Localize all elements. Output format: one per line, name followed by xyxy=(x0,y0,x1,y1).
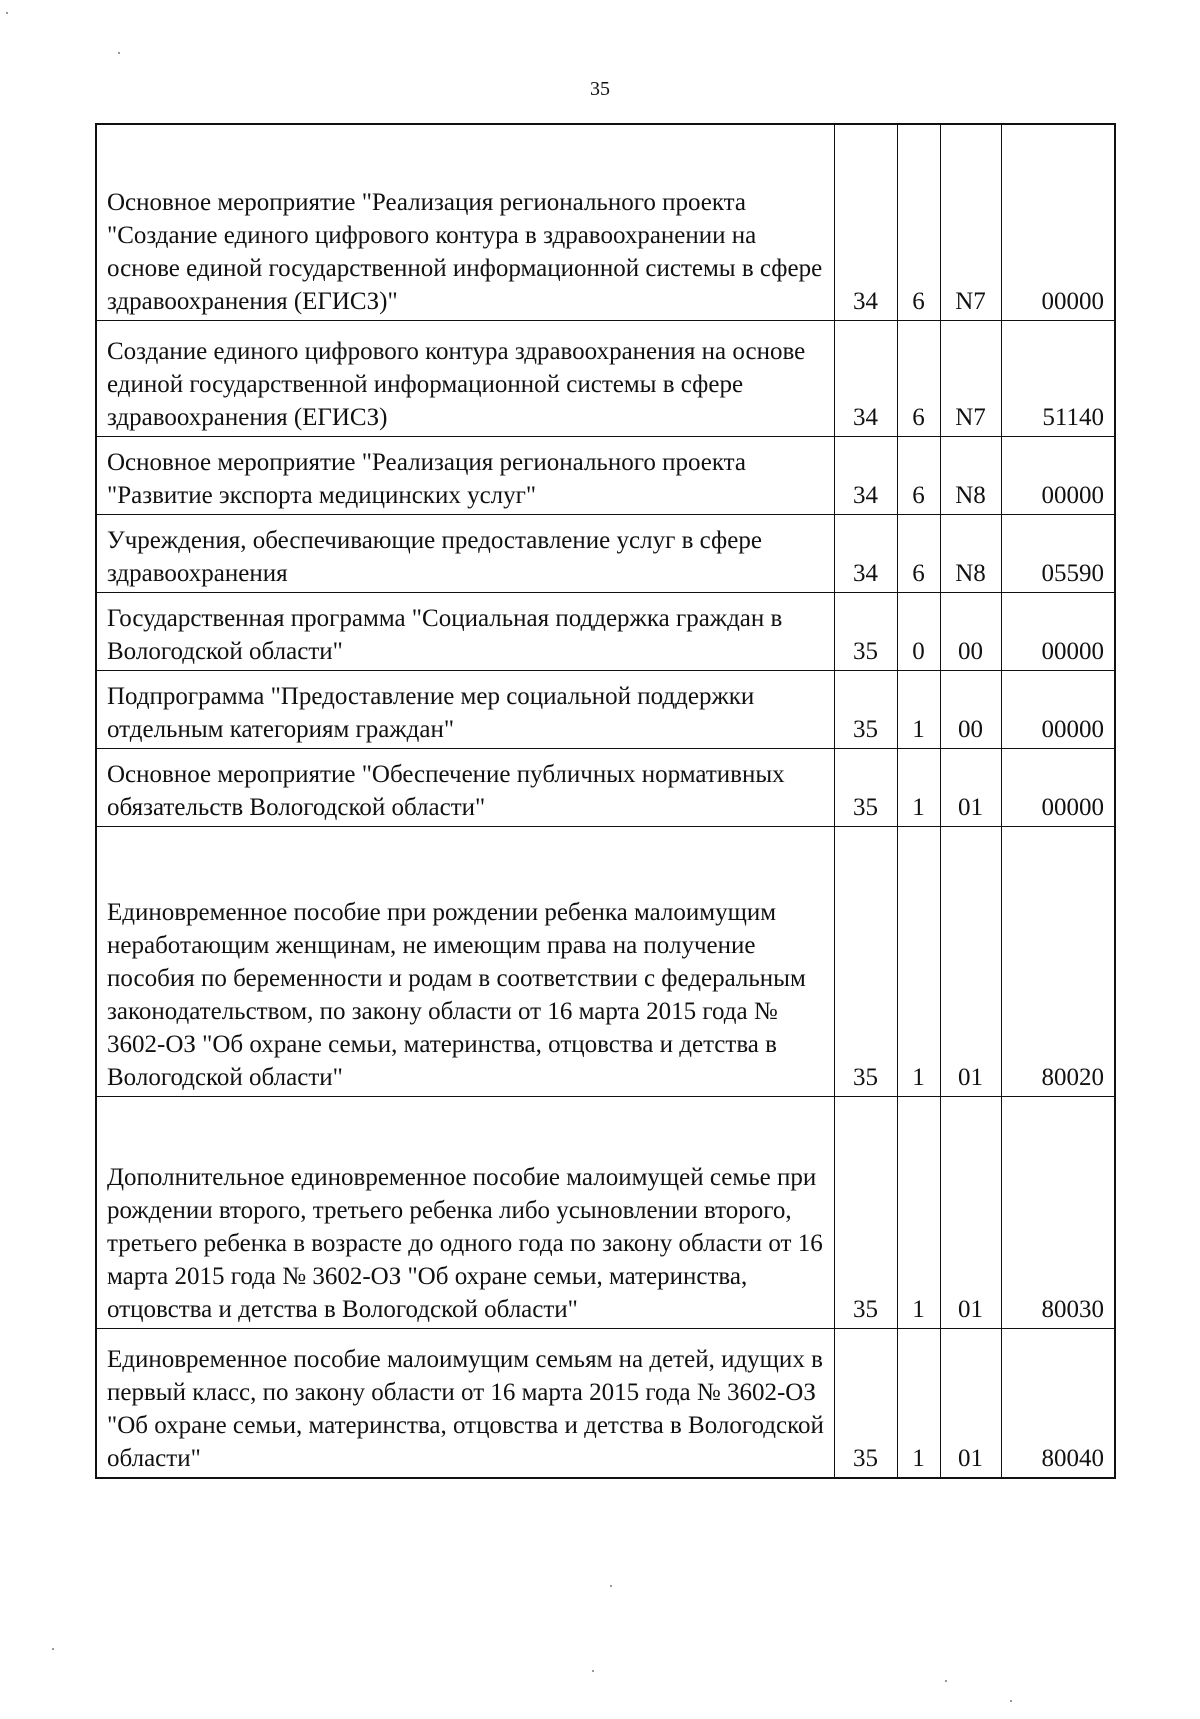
row-description: Основное мероприятие "Реализация регионального проекта "Развитие экспорта медицинских услуг" xyxy=(96,436,834,514)
program-code: 35 xyxy=(834,748,897,826)
event-code: 00 xyxy=(940,670,1001,748)
direction-code: 00000 xyxy=(1001,436,1115,514)
budget-classification-table xyxy=(95,123,1116,1479)
direction-code: 00000 xyxy=(1001,670,1115,748)
page-number: 35 xyxy=(590,78,610,100)
program-code: 34 xyxy=(834,124,897,320)
row-description: Создание единого цифрового контура здравоохранения на основе единой государственной информационной системы в сфере здравоохранения (ЕГИСЗ) xyxy=(96,320,834,436)
event-code: N7 xyxy=(940,320,1001,436)
scan-speck xyxy=(610,1585,612,1587)
scan-speck xyxy=(945,1680,947,1682)
table-row xyxy=(96,514,1115,592)
table-row xyxy=(96,1328,1115,1478)
subprogram-code: 6 xyxy=(897,124,940,320)
direction-code: 05590 xyxy=(1001,514,1115,592)
table-row xyxy=(96,1096,1115,1328)
row-description: Дополнительное единовременное пособие малоимущей семье при рождении второго, третьего ребенка либо усыновлении второго, третьего ребенка в возрасте до одного года по закону области от 16 марта 2015 года № 3602-ОЗ "Об охране семьи, материнства, отцовства и детства в Вологодской области" xyxy=(96,1096,834,1328)
scan-speck xyxy=(592,1670,594,1672)
row-description: Подпрограмма "Предоставление мер социальной поддержки отдельным категориям граждан" xyxy=(96,670,834,748)
subprogram-code: 1 xyxy=(897,826,940,1096)
event-code: N8 xyxy=(940,514,1001,592)
row-description: Государственная программа "Социальная поддержка граждан в Вологодской области" xyxy=(96,592,834,670)
table-row xyxy=(96,320,1115,436)
event-code: 01 xyxy=(940,748,1001,826)
direction-code: 51140 xyxy=(1001,320,1115,436)
subprogram-code: 6 xyxy=(897,436,940,514)
row-description: Основное мероприятие "Обеспечение публичных нормативных обязательств Вологодской области" xyxy=(96,748,834,826)
program-code: 34 xyxy=(834,320,897,436)
subprogram-code: 1 xyxy=(897,670,940,748)
table-row xyxy=(96,124,1115,320)
subprogram-code: 6 xyxy=(897,514,940,592)
row-description: Единовременное пособие малоимущим семьям на детей, идущих в первый класс, по закону области от 16 марта 2015 года № 3602-ОЗ "Об охране семьи, материнства, отцовства и детства в Вологодской области" xyxy=(96,1328,834,1478)
event-code: N8 xyxy=(940,436,1001,514)
event-code: N7 xyxy=(940,124,1001,320)
direction-code: 00000 xyxy=(1001,592,1115,670)
program-code: 35 xyxy=(834,826,897,1096)
row-description: Основное мероприятие "Реализация регионального проекта "Создание единого цифрового контура в здравоохранении на основе единой государственной информационной системы в сфере здравоохранения (ЕГИСЗ)" xyxy=(96,124,834,320)
scan-speck xyxy=(52,1648,54,1650)
table-row xyxy=(96,826,1115,1096)
subprogram-code: 6 xyxy=(897,320,940,436)
program-code: 35 xyxy=(834,670,897,748)
table-row xyxy=(96,748,1115,826)
scan-speck xyxy=(6,12,8,14)
table-row xyxy=(96,670,1115,748)
program-code: 34 xyxy=(834,436,897,514)
row-description: Единовременное пособие при рождении ребенка малоимущим неработающим женщинам, не имеющим права на получение пособия по беременности и родам в соответствии с федеральным законодательством, по закону области от 16 марта 2015 года № 3602-ОЗ "Об охране семьи, материнства, отцовства и детства в Вологодской области" xyxy=(96,826,834,1096)
subprogram-code: 1 xyxy=(897,748,940,826)
row-description: Учреждения, обеспечивающие предоставление услуг в сфере здравоохранения xyxy=(96,514,834,592)
program-code: 35 xyxy=(834,1096,897,1328)
event-code: 01 xyxy=(940,826,1001,1096)
event-code: 01 xyxy=(940,1096,1001,1328)
direction-code: 00000 xyxy=(1001,124,1115,320)
subprogram-code: 0 xyxy=(897,592,940,670)
program-code: 34 xyxy=(834,514,897,592)
subprogram-code: 1 xyxy=(897,1096,940,1328)
program-code: 35 xyxy=(834,592,897,670)
table-row xyxy=(96,436,1115,514)
direction-code: 80040 xyxy=(1001,1328,1115,1478)
direction-code: 80030 xyxy=(1001,1096,1115,1328)
scan-speck xyxy=(118,52,120,54)
direction-code: 00000 xyxy=(1001,748,1115,826)
event-code: 00 xyxy=(940,592,1001,670)
scan-speck xyxy=(1010,1700,1012,1702)
event-code: 01 xyxy=(940,1328,1001,1478)
direction-code: 80020 xyxy=(1001,826,1115,1096)
subprogram-code: 1 xyxy=(897,1328,940,1478)
table-row xyxy=(96,592,1115,670)
program-code: 35 xyxy=(834,1328,897,1478)
